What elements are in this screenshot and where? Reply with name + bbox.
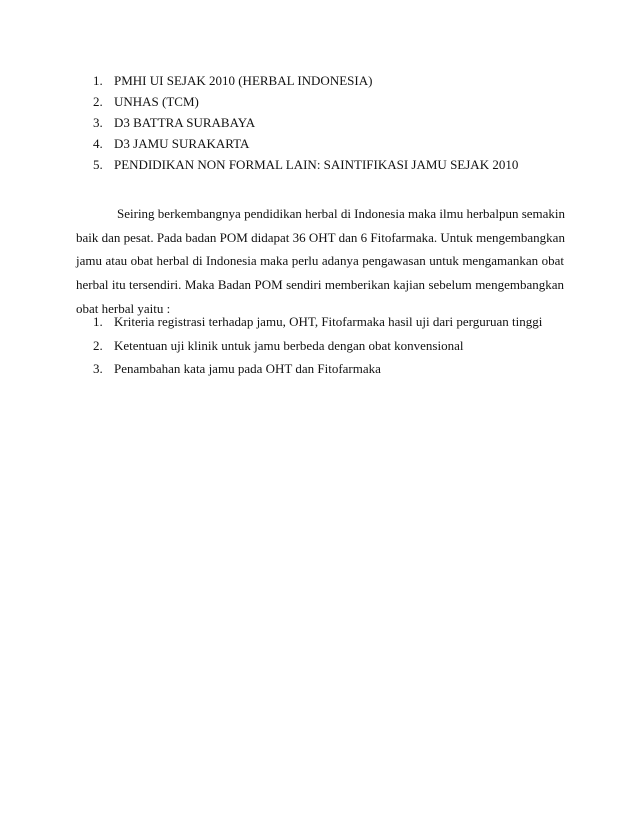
list-number: 3. [93,115,103,130]
list-number: 5. [93,157,103,172]
list-number: 2. [93,94,103,109]
list-text: D3 BATTRA SURABAYA [114,115,256,130]
list-number: 2. [93,337,103,353]
list-text: UNHAS (TCM) [114,94,199,109]
list-text: PENDIDIKAN NON FORMAL LAIN: SAINTIFIKASI JAMU SEJAK 2010 [114,157,519,172]
list-text: PMHI UI SEJAK 2010 (HERBAL INDONESIA) [114,73,373,88]
list-text: Penambahan kata jamu pada OHT dan Fitofarmaka [114,361,381,376]
list-text: Kriteria registrasi terhadap jamu, OHT, Fitofarmaka hasil uji dari perguruan tinggi [114,314,543,329]
paragraph-line: herbal itu tersendiri. Maka Badan POM sendiri memberikan kajian sebelum mengembangkan [76,277,564,293]
list-number: 1. [93,73,103,88]
list-number: 1. [93,314,103,329]
paragraph-line: jamu atau obat herbal di Indonesia maka perlu adanya pengawasan untuk mengamankan obat [76,253,564,269]
list-text: Ketentuan uji klinik untuk jamu berbeda dengan obat konvensional [114,337,464,353]
paragraph-line: obat herbal yaitu : [76,300,171,316]
list-number: 3. [93,361,103,376]
list-number: 4. [93,136,103,151]
paragraph-line: baik dan pesat. Pada badan POM didapat 36 OHT dan 6 Fitofarmaka. Untuk mengembangkan [76,229,565,245]
paragraph-line: Seiring berkembangnya pendidikan herbal di Indonesia maka ilmu herbalpun semakin [117,206,566,221]
list-text: D3 JAMU SURAKARTA [114,136,250,151]
body-paragraph [76,202,564,320]
